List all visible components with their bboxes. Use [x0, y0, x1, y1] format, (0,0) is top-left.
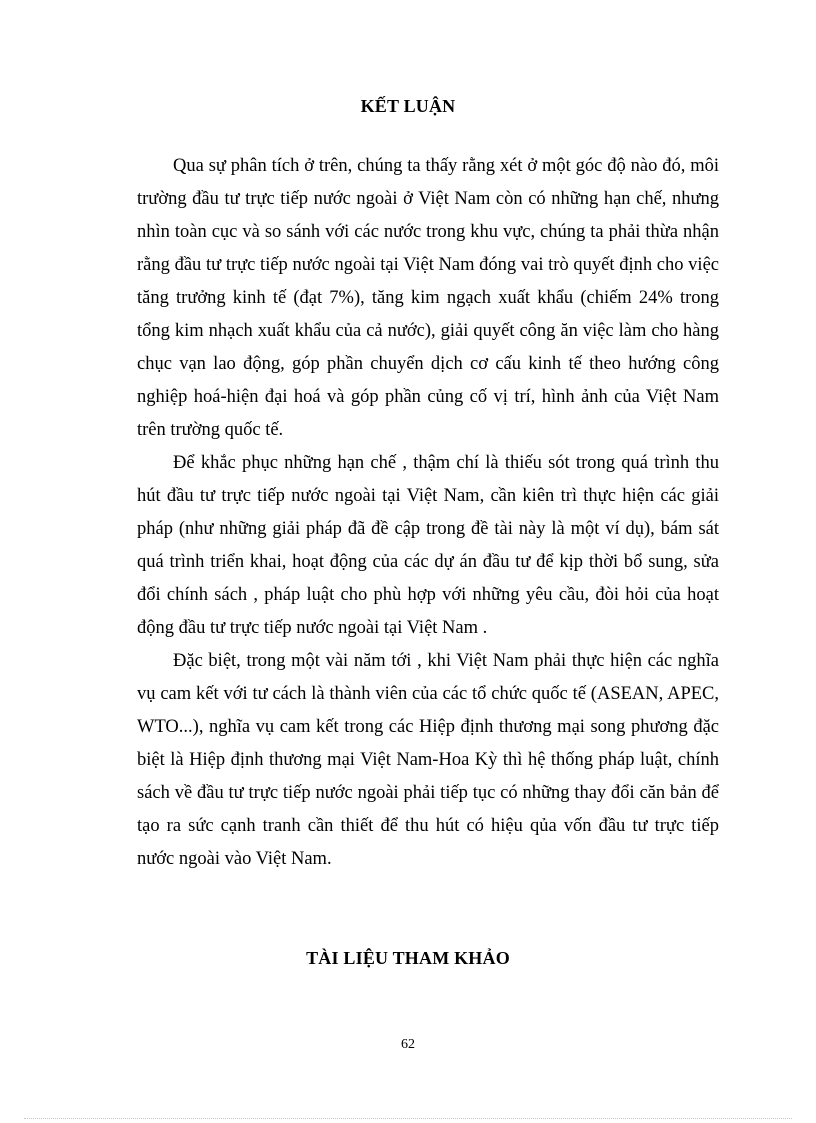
paragraph-2: Để khắc phục những hạn chế , thậm chí là thiếu sót trong quá trình thu hút đầu tư trực tiếp nước ngoài tại Việt Nam, cần kiên trì thực hiện các giải pháp (như những giải pháp đã đề cập trong đề tài này là một ví dụ), bám sát quá trình triển khai, hoạt động của các dự án đầu tư để kịp thời bổ sung, sửa đổi chính sách , pháp luật cho phù hợp với những yêu cầu, đòi hỏi của hoạt động đầu tư trực tiếp nước ngoài tại Việt Nam .	[137, 453, 719, 638]
footer-divider	[24, 1118, 792, 1119]
page-number: 62	[401, 1037, 415, 1052]
paragraph-3: Đặc biệt, trong một vài năm tới , khi Việt Nam phải thực hiện các nghĩa vụ cam kết với tư cách là thành viên của các tổ chức quốc tế (ASEAN, APEC, WTO...), nghĩa vụ cam kết trong các Hiệp định thương mại song phương đặc biệt là Hiệp định thương mại Việt Nam-Hoa Kỳ thì hệ thống pháp luật, chính sách về đầu tư trực tiếp nước ngoài phải tiếp tục có những thay đổi căn bản để tạo ra sức cạnh tranh cần thiết để thu hút có hiệu qủa vốn đầu tư trực tiếp nước ngoài vào Việt Nam.	[137, 651, 719, 869]
references-heading: TÀI LIỆU THAM KHẢO	[306, 948, 510, 968]
conclusion-body	[137, 150, 719, 876]
conclusion-heading: KẾT LUẬN	[360, 96, 456, 116]
paragraph-1: Qua sự phân tích ở trên, chúng ta thấy rằng xét ở một góc độ nào đó, môi trường đầu tư trực tiếp nước ngoài ở Việt Nam còn có những hạn chế, nhưng nhìn toàn cục và so sánh với các nước trong khu vực, chúng ta phải thừa nhận rằng đầu tư trực tiếp nước ngoài tại Việt Nam đóng vai trò quyết định cho việc tăng trưởng kinh tế (đạt 7%), tăng kim ngạch xuất khẩu (chiếm 24% trong tổng kim nhạch xuất khẩu của cả nước), giải quyết công ăn việc làm cho hàng chục vạn lao động, góp phần chuyển dịch cơ cấu kinh tế theo hướng công nghiệp hoá-hiện đại hoá và góp phần củng cố vị trí, hình ảnh của Việt Nam trên trường quốc tế.	[137, 156, 719, 440]
